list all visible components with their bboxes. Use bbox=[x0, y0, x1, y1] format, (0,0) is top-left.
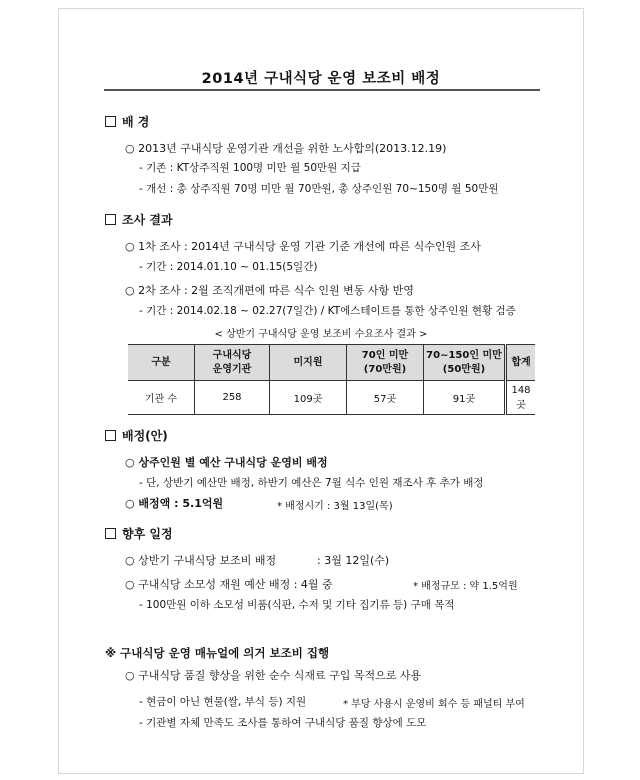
allocation-amount: ○ 배정액 : 5.1억원 bbox=[125, 497, 224, 510]
checkbox-square-icon bbox=[105, 116, 116, 127]
survey-result-table bbox=[128, 344, 535, 415]
table-header-line: 70인 미만 bbox=[361, 349, 409, 361]
table-header-line: 구내식당 bbox=[212, 349, 252, 361]
table-header-cell bbox=[347, 345, 424, 381]
table-header-cell bbox=[424, 345, 506, 381]
table-cell: 91곳 bbox=[424, 381, 506, 415]
section-heading-survey: 조사 결과 bbox=[105, 211, 173, 228]
table-header-line: 합계 bbox=[511, 356, 531, 368]
schedule-item-1-date: : 3월 12일(수) bbox=[317, 554, 390, 567]
table-header-cell bbox=[506, 345, 536, 381]
table-cell: 57곳 bbox=[347, 381, 424, 415]
schedule-item-2-note: * 배정규모 : 약 1.5억원 bbox=[413, 581, 518, 592]
allocation-item: ○ 상주인원 별 예산 구내식당 운영비 배정 bbox=[125, 456, 328, 469]
table-header-row bbox=[128, 345, 535, 381]
document-page bbox=[58, 8, 584, 774]
allocation-sub: - 단, 상반기 예산만 배정, 하반기 예산은 7월 식수 인원 재조사 후 추가 배정 bbox=[139, 477, 484, 489]
table-header-line: (50만원) bbox=[442, 363, 486, 375]
schedule-item-2: ○ 구내식당 소모성 재원 예산 배정 : 4월 중 bbox=[125, 578, 333, 591]
table-cell: 148곳 bbox=[506, 381, 536, 415]
checkbox-square-icon bbox=[105, 214, 116, 225]
manual-sub-2: - 기관별 자체 만족도 조사를 통하여 구내식당 품질 향상에 도모 bbox=[139, 717, 427, 729]
allocation-timing: * 배정시기 : 3월 13일(목) bbox=[277, 501, 393, 512]
page-title: 2014년 구내식당 운영 보조비 배정 bbox=[201, 71, 441, 87]
background-sub-1: - 기존 : KT상주직원 100명 미만 월 50만원 지급 bbox=[139, 162, 361, 174]
manual-item: ○ 구내식당 품질 향상을 위한 순수 식재료 구입 목적으로 사용 bbox=[125, 669, 422, 682]
manual-sub-1-note: * 부당 사용시 운영비 회수 등 패널티 부여 bbox=[343, 699, 525, 710]
table-header-line: 구분 bbox=[151, 356, 171, 368]
manual-heading: ※ 구내식당 운영 매뉴얼에 의거 보조비 집행 bbox=[105, 646, 330, 660]
survey-item-1: ○ 1차 조사 : 2014년 구내식당 운영 기관 기준 개선에 따른 식수인원 조사 bbox=[125, 240, 481, 253]
schedule-item-1: ○ 상반기 구내식당 보조비 배정 bbox=[125, 554, 277, 567]
table-cell: 109곳 bbox=[270, 381, 347, 415]
schedule-sub: - 100만원 이하 소모성 비품(식판, 수저 및 기타 집기류 등) 구매 목적 bbox=[139, 599, 455, 611]
section-heading-background: 배 경 bbox=[105, 113, 149, 130]
manual-sub-1: - 현금이 아닌 현물(쌀, 부식 등) 지원 bbox=[139, 696, 307, 708]
table-header-line: 미지원 bbox=[293, 356, 323, 368]
background-sub-2: - 개선 : 총 상주직원 70명 미만 월 70만원, 총 상주인원 70~150명 월 50만원 bbox=[139, 183, 499, 195]
survey-item-2: ○ 2차 조사 : 2월 조직개편에 따른 식수 인원 변동 사항 반영 bbox=[125, 284, 414, 297]
table-header-line: 70~150인 미만 bbox=[426, 349, 502, 361]
title-divider bbox=[104, 89, 540, 91]
background-item: ○ 2013년 구내식당 운영기관 개선을 위한 노사합의(2013.12.19) bbox=[125, 142, 447, 155]
table-header-cell bbox=[128, 345, 195, 381]
survey-sub-1: - 기간 : 2014.01.10 ~ 01.15(5일간) bbox=[139, 261, 318, 273]
table-header-cell bbox=[270, 345, 347, 381]
section-heading-allocation: 배정(안) bbox=[105, 427, 168, 444]
checkbox-square-icon bbox=[105, 430, 116, 441]
table-header-line: (70만원) bbox=[363, 363, 407, 375]
survey-sub-2: - 기간 : 2014.02.18 ~ 02.27(7일간) / KT에스테이트를 통한 상주인원 현황 검증 bbox=[139, 305, 516, 317]
table-caption: < 상반기 구내식당 운영 보조비 수요조사 결과 > bbox=[214, 329, 428, 340]
table-header-line: 운영기관 bbox=[212, 363, 252, 375]
table-cell: 258 bbox=[195, 381, 270, 415]
table-row bbox=[128, 381, 535, 415]
section-heading-schedule: 향후 일정 bbox=[105, 525, 173, 542]
checkbox-square-icon bbox=[105, 528, 116, 539]
table-header-cell bbox=[195, 345, 270, 381]
table-cell: 기관 수 bbox=[128, 381, 195, 415]
